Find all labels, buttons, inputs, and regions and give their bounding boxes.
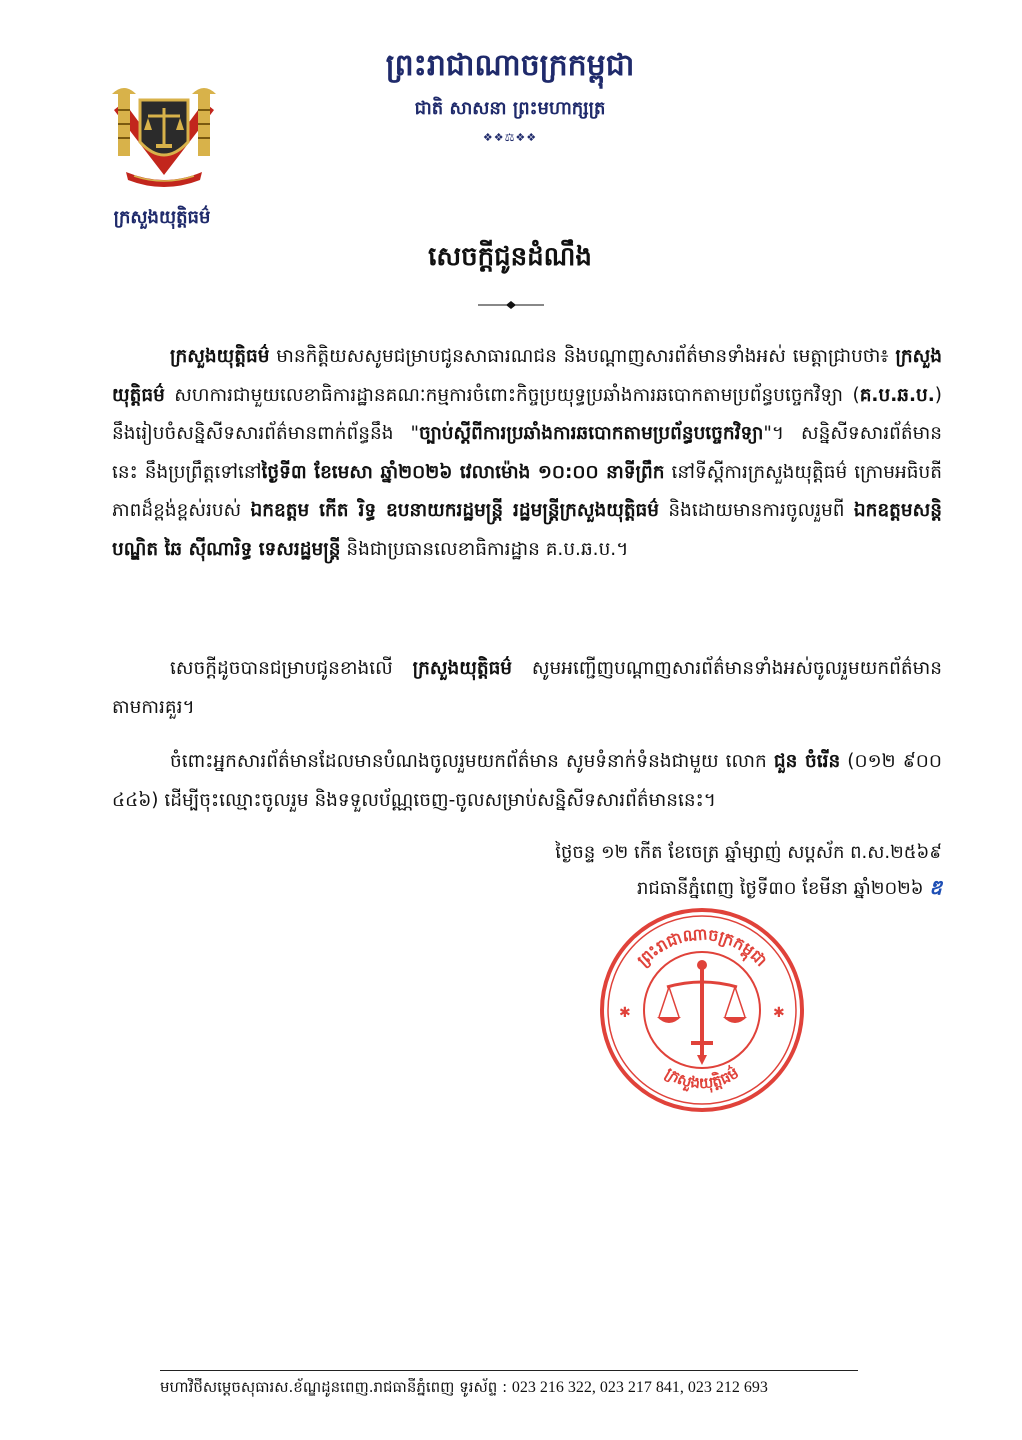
footer-contact — [160, 1378, 858, 1400]
header-ornament: ❖❖⚖❖❖ — [482, 131, 538, 144]
seal-text-top: ព្រះរាជាណាចក្រកម្ពុជា — [633, 924, 771, 971]
paragraph-text: ) នឹងរៀបចំសន្និសីទសារព័ត៌មានពាក់ព័ន្ធនឹង " — [112, 384, 942, 444]
paragraph-text: សេចក្តីដូចបានជម្រាបជូនខាងលើ — [170, 658, 413, 679]
ministry-name-bold: ក្រសួងយុត្តិធម៌ — [112, 346, 942, 406]
ministry-name-bold: ក្រសួងយុត្តិធម៌ — [412, 658, 513, 679]
paragraph-text: ចំពោះអ្នកសារព័ត៌មានដែលមានបំណងចូលរួមយកព័ត៌មាន សូមទំនាក់ទំនងជាមួយ លោក — [170, 751, 774, 772]
paragraph-text: និងដោយមានការចូលរួមពី — [659, 500, 854, 521]
event-datetime: ថ្ងៃទី៣ ខែមេសា ឆ្នាំ២០២៦ វេលាម៉ោង ១០:០០ នាទីព្រឹក — [261, 461, 665, 483]
official-seal-stamp — [597, 905, 807, 1115]
presiding-official: ឯកឧត្តម កើត រិទ្ធ ឧបនាយករដ្ឋមន្ត្រី រដ្ឋមន្ត្រីក្រសួងយុត្តិធម៌ — [250, 500, 660, 521]
seal-text-bottom: ក្រសួងយុត្តិធម៌ — [662, 1063, 742, 1093]
svg-text:✱: ✱ — [619, 1005, 631, 1021]
paragraph-text: សហការជាមួយលេខាធិការដ្ឋានគណៈកម្មការចំពោះកិច្ចប្រយុទ្ធប្រឆាំងការឆបោកតាមប្រព័ន្ធបច្ចេកវិទ្យា ( — [164, 384, 860, 406]
footer-divider — [160, 1370, 858, 1371]
announcement-paragraph-1 — [112, 338, 942, 569]
paragraph-text: នៅទីស្តីការក្រសួងយុត្តិធម៌ ក្រោមអធិបតីភាពដ៏ខ្ពង់ខ្ពស់របស់ — [112, 461, 942, 521]
paragraph-text: និងជាប្រធានលេខាធិការដ្ឋាន គ.ប.ឆ.ប.។ — [340, 538, 629, 560]
footer-phones: 023 216 322, 023 217 841, 023 212 693 — [511, 1379, 768, 1396]
signature-initials: ឌ — [929, 875, 942, 899]
ministry-name: ក្រសួងយុត្តិធម៌ — [113, 207, 211, 228]
solar-date: រាជធានីភ្នំពេញ ថ្ងៃទី៣០ ខែមីនា ឆ្នាំ២០២៦ — [637, 878, 924, 899]
ministry-name-bold: ក្រសួងយុត្តិធម៌ — [170, 346, 270, 367]
announcement-paragraph-2 — [112, 650, 942, 727]
announcement-paragraph-3 — [112, 743, 942, 820]
paragraph-text: សូមអញ្ជើញបណ្តាញសារព័ត៌មានទាំងអស់ចូលរួមយកព័ត៌មានតាមការគួរ។ — [112, 658, 942, 718]
footer-address: មហាវិថីសម្តេចសុធារស.ខ័ណ្ឌដូនពេញ.រាជធានីភ្នំពេញ ទូរស័ព្ទ : — [160, 1378, 512, 1396]
title-divider — [478, 300, 544, 310]
committee-acronym: គ.ប.ឆ.ប. — [859, 384, 935, 406]
svg-text:✱: ✱ — [773, 1005, 785, 1021]
contact-person: ជួន ចំរើន — [773, 751, 841, 772]
kingdom-title: ព្រះរាជាណាចក្រកម្ពុជា — [385, 48, 635, 83]
document-title: សេចក្តីជូនដំណឹង — [428, 242, 592, 272]
solar-date-line — [456, 870, 942, 906]
paragraph-text: មានកិត្តិយសសូមជម្រាបជូនសាធារណជន និងបណ្តាញសារព័ត៌មានទាំងអស់ មេត្តាជ្រាបថា៖ — [269, 346, 896, 367]
paragraph-text: "។ សន្និសីទសារព័ត៌មាននេះ នឹងប្រព្រឹត្តទៅនៅ — [112, 423, 942, 483]
paragraph-text: (០១២ ៩០០ ៤៤៦) ដើម្បីចុះឈ្មោះចូលរួម និងទទួលប័ណ្ណចេញ-ចូលសម្រាប់សន្និសីទសារព័ត៌មាននេះ។ — [112, 751, 942, 811]
ministry-emblem-icon — [104, 80, 224, 195]
participating-official: ឯកឧត្តមសន្តិបណ្ឌិត ឆៃ ស៊ីណារិទ្ធ ទេសរដ្ឋមន្ត្រី — [112, 500, 942, 560]
law-title: ច្បាប់ស្តីពីការប្រឆាំងការឆបោកតាមប្រព័ន្ធបច្ចេកវិទ្យា — [418, 423, 764, 444]
lunar-date: ថ្ងៃចន្ទ ១២ កើត ខែចេត្រ ឆ្នាំម្សាញ់ សប្តស័ក ព.ស.២៥៦៩ — [555, 842, 942, 863]
national-motto: ជាតិ សាសនា ព្រះមហាក្សត្រ — [414, 98, 606, 119]
